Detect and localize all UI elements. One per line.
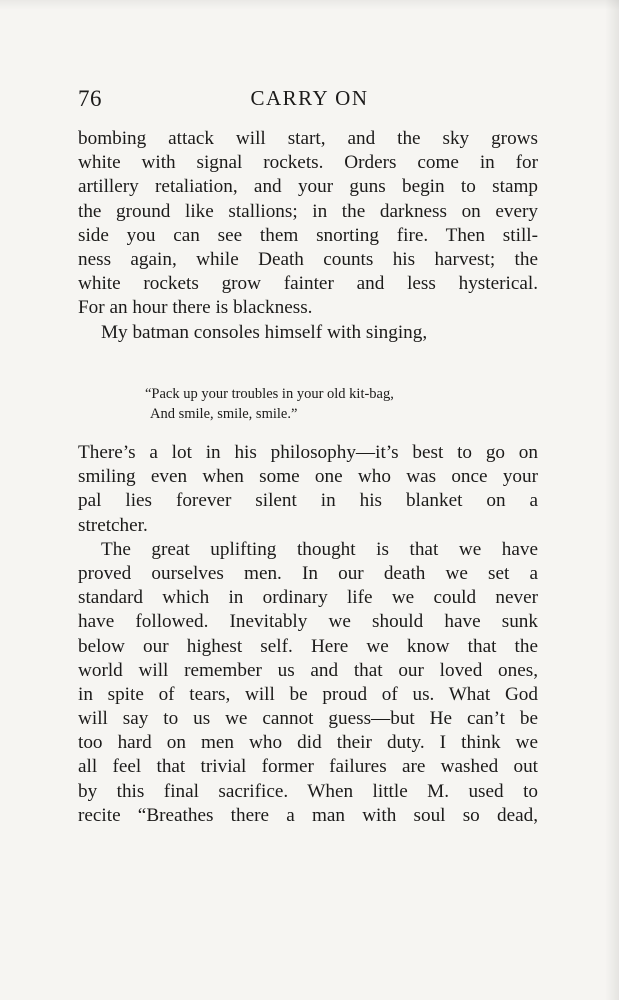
text-line: There’s a lot in his philosophy—it’s best to go on <box>78 442 538 463</box>
verse-line: “Pack up your troubles in your old kit-bag, <box>145 386 394 402</box>
text-line: stretcher. <box>78 514 148 536</box>
page-top-shadow <box>0 0 619 10</box>
text-line: standard which in ordinary life we could never <box>78 587 538 609</box>
text-line: The great uplifting thought is that we have <box>101 538 538 560</box>
body-text <box>78 127 538 345</box>
text-line: smiling even when some one who was once your <box>78 466 538 488</box>
text-line: too hard on men who did their duty. I think we <box>78 732 538 754</box>
song-quotation <box>145 384 394 424</box>
running-title: CARRY ON <box>250 86 369 110</box>
text-line: in spite of tears, will be proud of us. What God <box>78 683 538 705</box>
text-line: by this final sacrifice. When little M. used to <box>78 780 538 802</box>
text-line: pal lies forever silent in his blanket on a <box>78 490 538 512</box>
text-line: all feel that trivial former failures are washed out <box>78 756 538 778</box>
text-line: below our highest self. Here we know that the <box>78 635 538 657</box>
text-line: side you can see them snorting fire. Then still- <box>78 224 538 246</box>
text-line: bombing attack will start, and the sky grows <box>78 128 538 149</box>
text-line: white with signal rockets. Orders come in for <box>78 152 538 174</box>
body-text-continued <box>78 441 538 828</box>
text-line: world will remember us and that our loved ones, <box>78 659 538 681</box>
text-line: will say to us we cannot guess—but He can’t be <box>78 708 538 730</box>
verse-line: And smile, smile, smile.” <box>150 406 298 422</box>
text-line: have followed. Inevitably we should have sunk <box>78 611 538 633</box>
text-line: ness again, while Death counts his harvest; the <box>78 248 538 270</box>
page-edge-shadow <box>605 0 619 1000</box>
text-line: recite “Breathes there a man with soul so dead, <box>78 804 538 826</box>
text-line: the ground like stallions; in the darkness on every <box>78 200 538 222</box>
text-line: For an hour there is blackness. <box>78 297 313 319</box>
text-line: My batman consoles himself with singing, <box>101 321 428 343</box>
text-line: artillery retaliation, and your guns begin to stamp <box>78 176 538 198</box>
text-line: white rockets grow fainter and less hysterical. <box>78 273 538 295</box>
text-line: proved ourselves men. In our death we set a <box>78 562 538 584</box>
page-number: 76 <box>78 86 102 111</box>
